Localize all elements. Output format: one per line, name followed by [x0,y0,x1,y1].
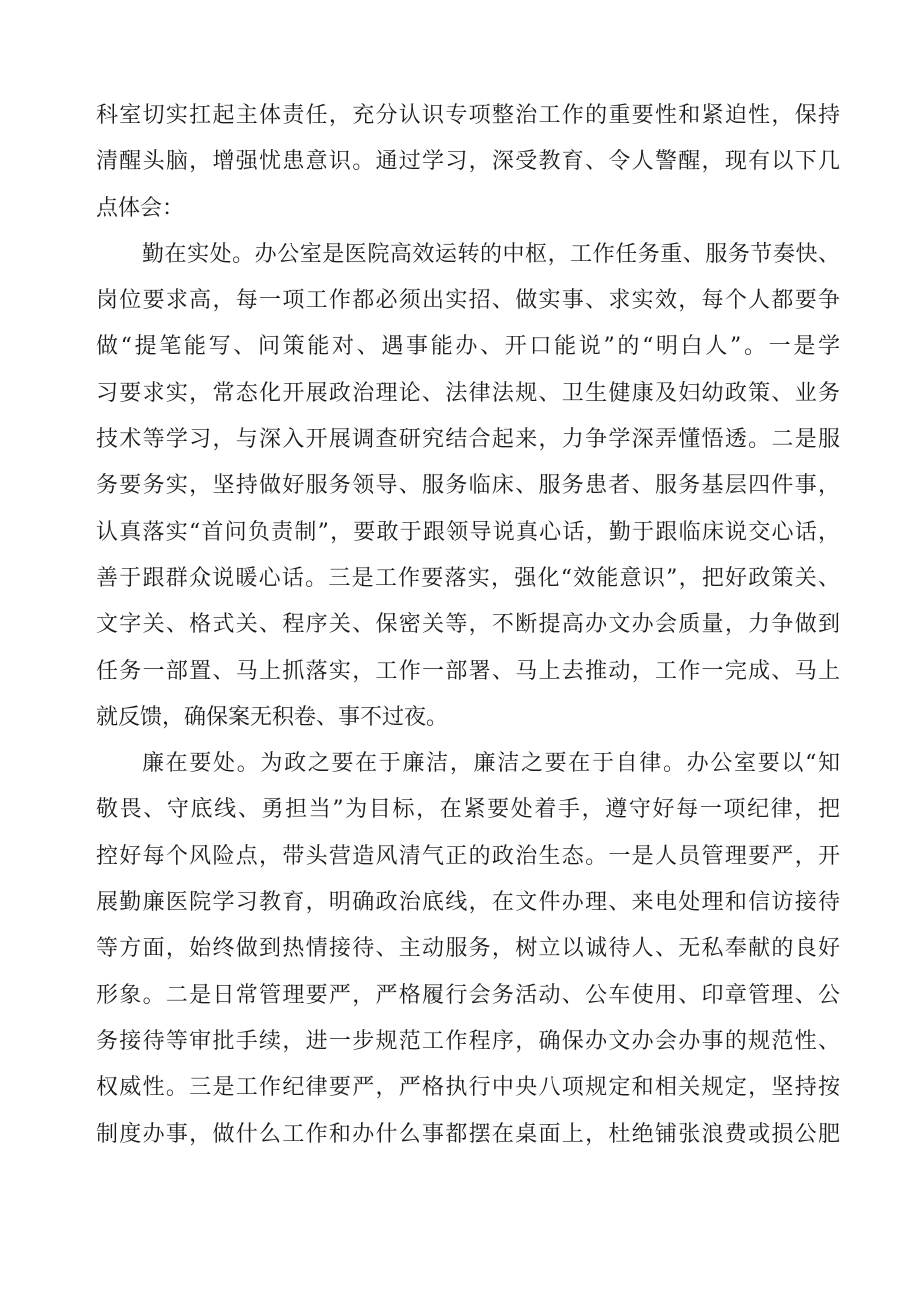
document-page [96,93,840,1158]
paragraph-diligence [96,232,840,741]
text-line: 点体会： [96,195,185,221]
text-line: 善于跟群众说暖心话。三是工作要落实，强化“效能意识”，把好政策关、 [96,565,840,591]
text-line: 敬畏、守底线、勇担当”为目标，在紧要处着手，遵守好每一项纪律，把 [96,797,840,823]
text-line: 形象。二是日常管理要严，严格履行会务活动、公车使用、印章管理、公 [96,982,840,1008]
text-line: 就反馈，确保案无积卷、事不过夜。 [96,704,449,730]
text-line: 文字关、格式关、程序关、保密关等，不断提高办文办会质量，力争做到 [96,612,840,638]
text-line: 制度办事，做什么工作和办什么事都摆在桌面上，杜绝铺张浪费或损公肥 [96,1121,840,1147]
paragraph-intro [96,93,840,232]
text-line: 习要求实，常态化开展政治理论、法律法规、卫生健康及妇幼政策、业务 [96,380,840,406]
text-line: 廉在要处。为政之要在于廉洁，廉洁之要在于自律。办公室要以“知 [142,751,840,777]
text-line: 技术等学习，与深入开展调查研究结合起来，力争学深弄懂悟透。二是服 [96,427,840,453]
text-line: 等方面，始终做到热情接待、主动服务，树立以诚待人、无私奉献的良好 [96,936,840,962]
text-line: 认真落实“首问负责制”，要敢于跟领导说真心话，勤于跟临床说交心话， [96,519,840,545]
text-line: 展勤廉医院学习教育，明确政治底线，在文件办理、来电处理和信访接待 [96,890,840,916]
text-line: 清醒头脑，增强忧患意识。通过学习，深受教育、令人警醒，现有以下几 [96,149,840,175]
paragraph-integrity [96,741,840,1158]
text-line: 务要务实，坚持做好服务领导、服务临床、服务患者、服务基层四件事， [96,473,840,499]
text-line: 务接待等审批手续，进一步规范工作程序，确保办文办会办事的规范性、 [96,1028,840,1054]
text-line: 任务一部置、马上抓落实，工作一部署、马上去推动，工作一完成、马上 [96,658,840,684]
text-line: 勤在实处。办公室是医院高效运转的中枢，工作任务重、服务节奏快、 [142,241,840,267]
text-line: 科室切实扛起主体责任，充分认识专项整治工作的重要性和紧迫性，保持 [96,103,840,128]
text-line: 岗位要求高，每一项工作都必须出实招、做实事、求实效，每个人都要争 [96,288,840,314]
text-line: 权威性。三是工作纪律要严，严格执行中央八项规定和相关规定，坚持按 [96,1075,840,1101]
text-line: 控好每个风险点，带头营造风清气正的政治生态。一是人员管理要严，开 [96,843,840,869]
text-line: 做“提笔能写、问策能对、遇事能办、开口能说”的“明白人”。一是学 [96,334,840,360]
